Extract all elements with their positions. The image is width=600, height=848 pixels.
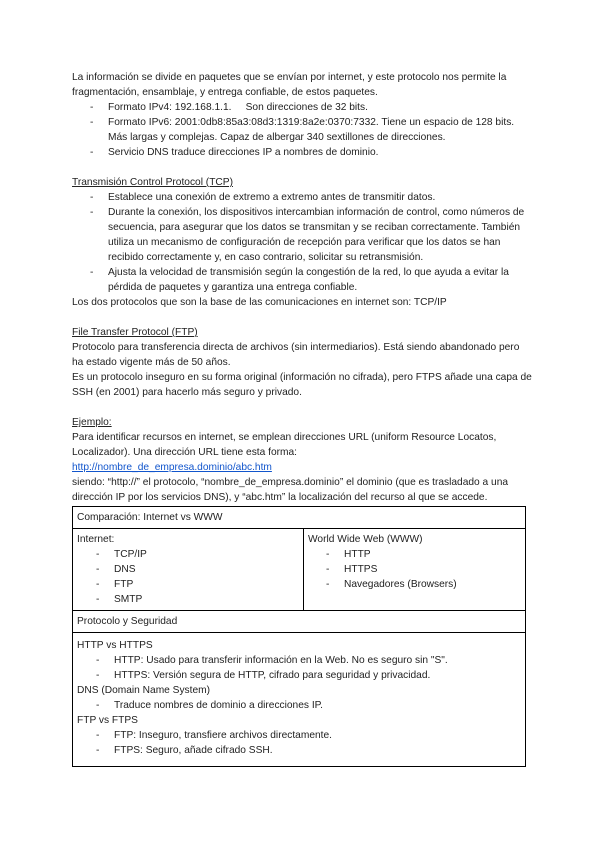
ftp-vs-heading: FTP vs FTPS (77, 715, 138, 726)
tcp-list (72, 190, 532, 295)
list-item: - Formato IPv4: 192.168.1.1. Son direcciones de 32 bits. (108, 100, 532, 115)
list-item: - FTPS: Seguro, añade cifrado SSH. (114, 743, 521, 758)
ip-format-list (72, 100, 532, 160)
intro-paragraph: La información se divide en paquetes que se envían por internet, y este protocolo nos permite la fragmentación, ensamblaje, y entrega confiable, de estos paquetes. (72, 72, 507, 98)
ftp-heading: File Transfer Protocol (FTP) (72, 327, 198, 338)
www-list (308, 547, 521, 592)
example-url-link[interactable]: http://nombre_de_empresa.dominio/abc.htm (72, 462, 272, 473)
list-item: - Ajusta la velocidad de transmisión según la congestión de la red, lo que ayuda a evitar la pérdida de paquetes y garantiza una entrega confiable. (108, 265, 532, 295)
example-heading: Ejemplo: (72, 417, 112, 428)
list-item: - FTP: Inseguro, transfiere archivos directamente. (114, 728, 521, 743)
list-item: - FTP (114, 577, 299, 592)
http-list (77, 653, 521, 683)
list-item: - DNS (114, 562, 299, 577)
security-title-cell: Protocolo y Seguridad (73, 611, 526, 633)
ftp-paragraph-2: Es un protocolo inseguro en su forma original (información no cifrada), pero FTPS añade una capa de SSH (en 2001) para hacerlo más seguro y privado. (72, 372, 532, 398)
list-item: - Navegadores (Browsers) (344, 577, 521, 592)
tcp-heading: Transmisión Control Protocol (TCP) (72, 177, 233, 188)
example-paragraph-1: Para identificar recursos en internet, se emplean direcciones URL (uniform Resource Locatos, Localizador). Una dirección URL tiene esta forma: (72, 432, 497, 458)
list-item: - HTTP (344, 547, 521, 562)
security-cell (73, 633, 526, 767)
list-item: - Traduce nombres de dominio a direcciones IP. (114, 698, 521, 713)
list-item: - Establece una conexión de extremo a extremo antes de transmitir datos. (108, 190, 532, 205)
dns-heading: DNS (Domain Name System) (77, 685, 211, 696)
dns-list (77, 698, 521, 713)
example-paragraph-2: siendo: “http://” el protocolo, “nombre_de_empresa.dominio” el dominio (que es trasladado a una dirección IP por los servicios DNS), y “abc.htm” la localización del recurso al que se accede. (72, 477, 509, 503)
list-item: - HTTP: Usado para transferir información en la Web. No es seguro sin "S". (114, 653, 521, 668)
internet-label: Internet: (77, 534, 115, 545)
list-item: - TCP/IP (114, 547, 299, 562)
www-cell (304, 529, 526, 611)
list-item: - SMTP (114, 592, 299, 607)
www-label: World Wide Web (WWW) (308, 534, 423, 545)
list-item: - HTTPS (344, 562, 521, 577)
tcp-footer: Los dos protocolos que son la base de las comunicaciones en internet son: TCP/IP (72, 297, 447, 308)
list-item: - Formato IPv6: 2001:0db8:85a3:08d3:1319:8a2e:0370:7332. Tiene un espacio de 128 bits. Más largas y complejas. Capaz de albergar 340 sextillones de direcciones. (108, 115, 532, 145)
list-item: - HTTPS: Versión segura de HTTP, cifrado para seguridad y privacidad. (114, 668, 521, 683)
ftp-vs-list (77, 728, 521, 758)
table-title-cell: Comparación: Internet vs WWW (73, 507, 526, 529)
list-item: - Durante la conexión, los dispositivos intercambian información de control, como números de secuencia, para asegurar que los datos se transmitan y se reciban correctamente. También utiliza un mecanismo de configuración de recepción para verificar que los datos se han recibido correctamente y, en caso contrario, solicitar su retransmisión. (108, 205, 532, 265)
list-item: - Servicio DNS traduce direcciones IP a nombres de dominio. (108, 145, 532, 160)
ftp-paragraph-1: Protocolo para transferencia directa de archivos (sin intermediarios). Está siendo abandonado pero ha estado vigente más de 50 años. (72, 342, 520, 368)
internet-list (77, 547, 299, 607)
internet-cell (73, 529, 304, 611)
http-heading: HTTP vs HTTPS (77, 640, 153, 651)
comparison-table (72, 506, 526, 767)
document-page (72, 70, 532, 767)
